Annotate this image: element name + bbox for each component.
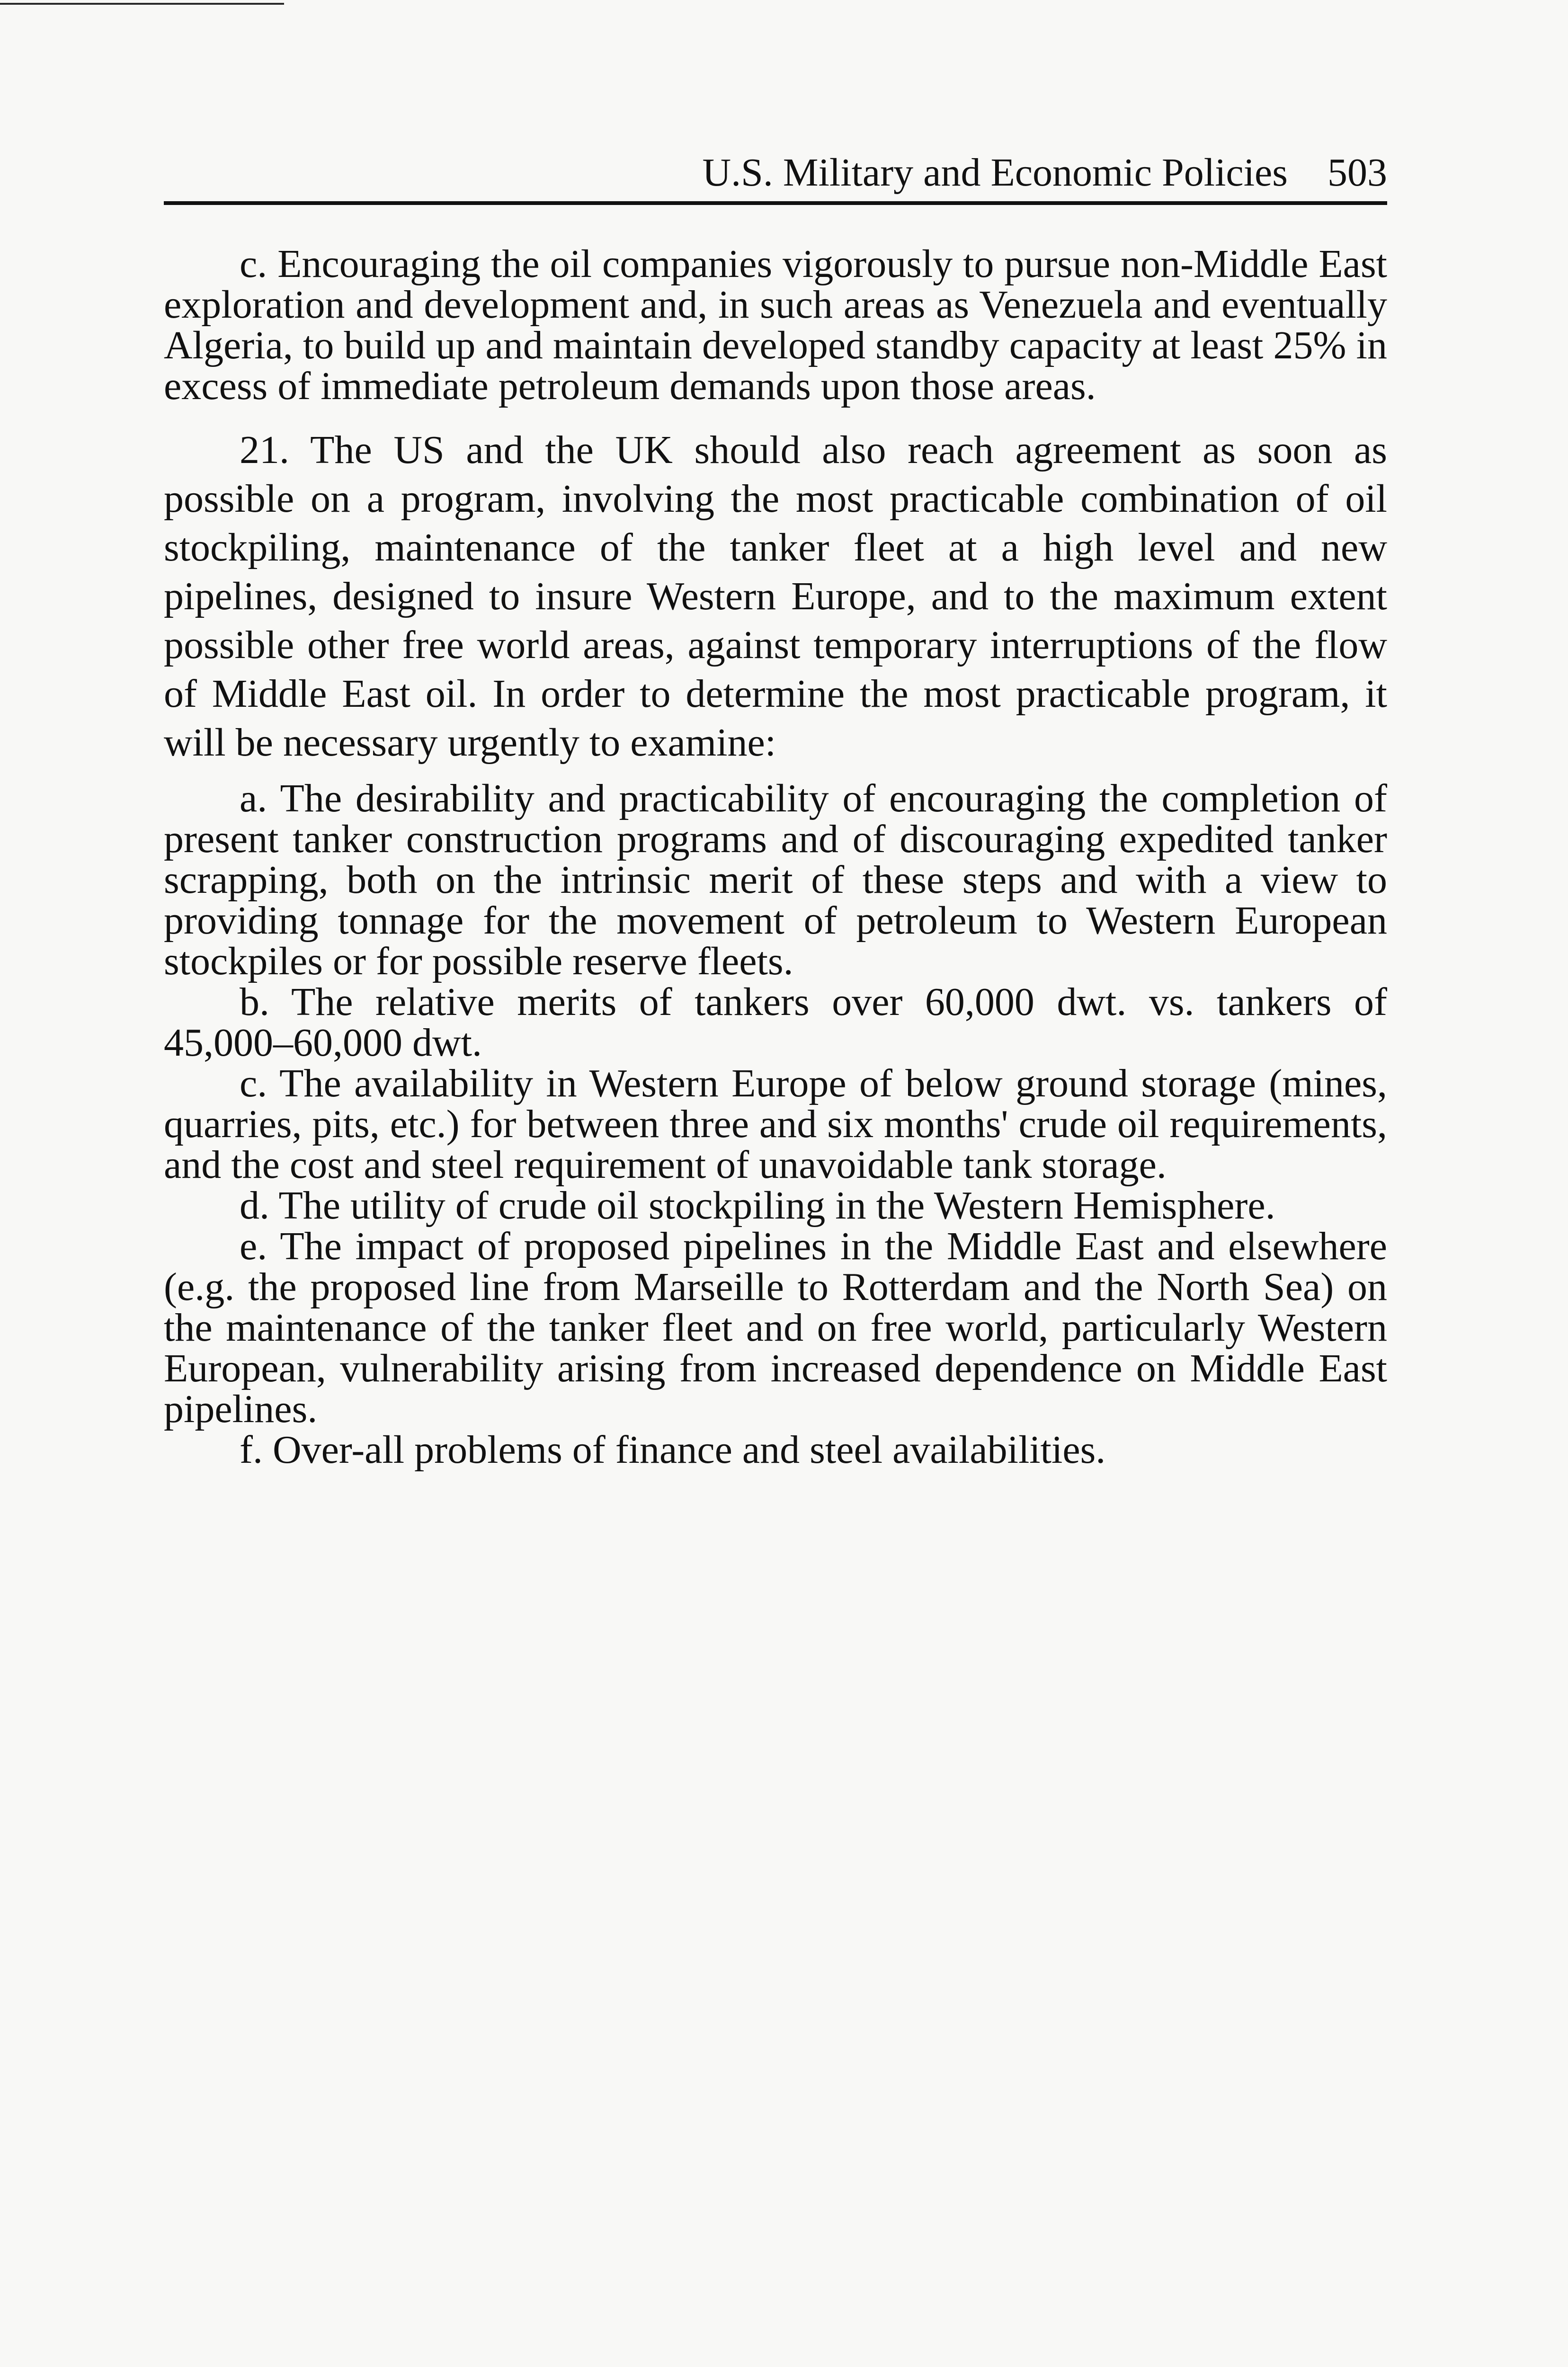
list-item-c-encouraging: c. Encouraging the oil companies vigorously to pursue non-Middle East exploration and development and, in such areas as Venezuela and eventually Algeria, to build up and maintain developed standby capacity at least 25% in excess of immediate petroleum demands upon those areas. bbox=[164, 242, 1387, 408]
list-item-f: f. Over-all problems of finance and steel availabilities. bbox=[240, 1428, 1106, 1472]
list-item-d: d. The utility of crude oil stockpiling in the Western Hemisphere. bbox=[240, 1184, 1275, 1228]
running-title: U.S. Military and Economic Policies bbox=[702, 151, 1288, 195]
examination-list bbox=[164, 778, 1387, 1470]
paragraph-21: 21. The US and the UK should also reach agreement as soon as possible on a program, involving the most practicable combination of oil stockpiling, maintenance of the tanker fleet at a high level and new pipelines, designed to insure Western Europe, and to the maximum extent possible other free world areas, against temporary interruptions of the flow of Middle East oil. In order to determine the most practicable program, it will be necessary urgently to examine: bbox=[164, 428, 1387, 765]
page-number: 503 bbox=[1327, 151, 1387, 195]
body-text bbox=[164, 244, 1387, 1470]
scan-edge-mark bbox=[0, 3, 284, 5]
running-header bbox=[164, 147, 1387, 205]
list-item-b: b. The relative merits of tankers over 60,000 dwt. vs. tankers of 45,000–60,000 dwt. bbox=[164, 980, 1387, 1065]
list-item-e: e. The impact of proposed pipelines in the Middle East and elsewhere (e.g. the proposed line from Marseille to Rotterdam and the North Sea) on the maintenance of the tanker fleet and on free world, particularly Western European, vulnerability arising from increased dependence on Middle East pipelines. bbox=[164, 1224, 1387, 1431]
item-list-continued bbox=[164, 244, 1387, 407]
list-item-a: a. The desirability and practicability of encouraging the completion of present tanker construction programs and of discouraging expedited tanker scrapping, both on the intrinsic merit of these steps and with a view to providing tonnage for the movement of petroleum to Western European stockpiles or for possible reserve fleets. bbox=[164, 776, 1387, 983]
list-item-c: c. The availability in Western Europe of below ground storage (mines, quarries, pits, etc.) for between three and six months' crude oil requirements, and the cost and steel requirement of unavoidable tank storage. bbox=[164, 1061, 1387, 1187]
